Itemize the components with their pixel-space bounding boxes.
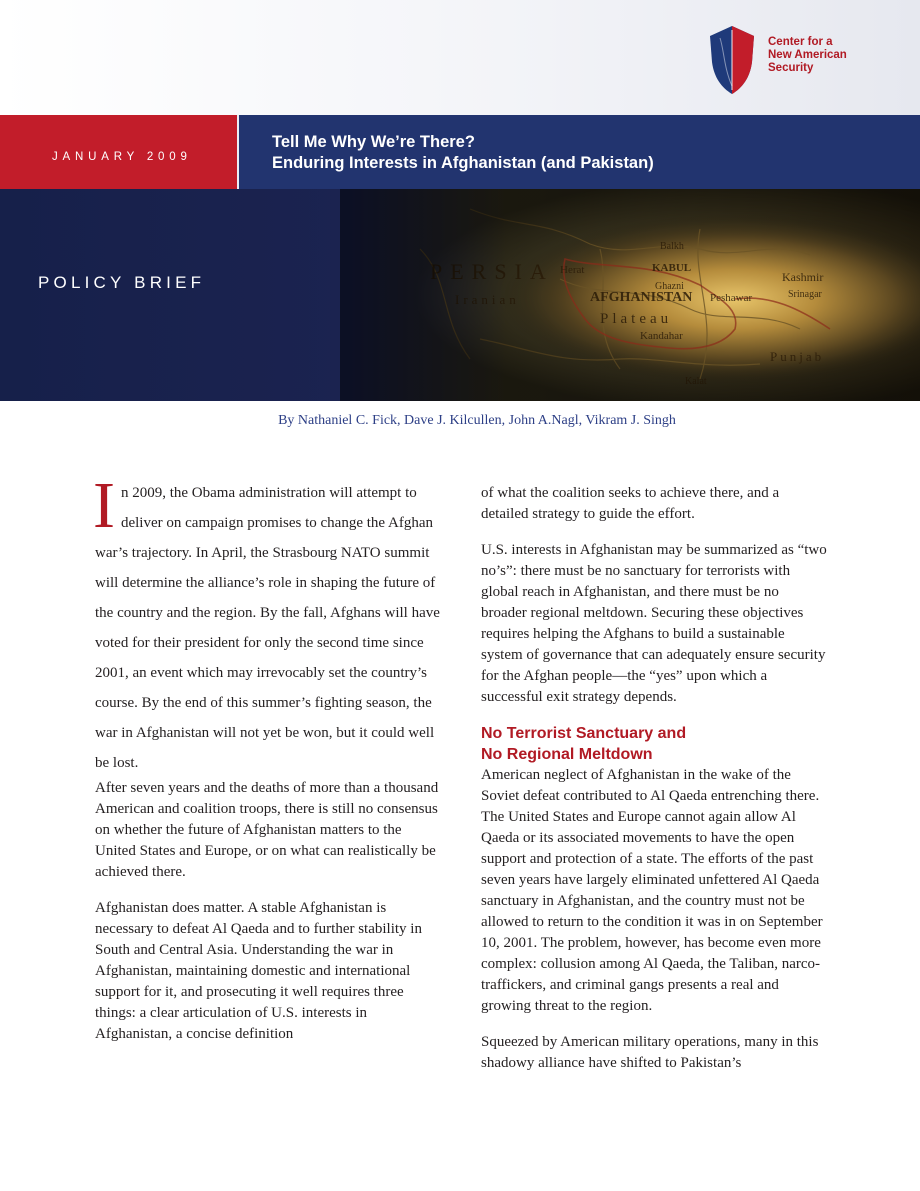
title-line-1: Tell Me Why We’re There? [272, 133, 475, 151]
left-column [93, 469, 443, 1060]
shield-logo-icon [706, 24, 758, 96]
logo-line: Security [768, 62, 814, 74]
afghanistan-map-image [0, 189, 920, 401]
document-type: POLICY BRIEF [38, 273, 206, 292]
body-paragraph: American neglect of Afghanistan in the wake of the Soviet defeat contributed to Al Qaeda entrenching there. The United States and Europe cannot again allow Al Qaeda or its associated movements to have the open support and protection of a state. The efforts of the past seven years have largely eliminated unfettered Al Qaeda sanctuary in Afghanistan, and the country must not be allowed to return to the condition it was in on September 10, 2001. The problem, however, has become even more complex: collusion among Al Qaeda, the Taliban, narco-traffickers, and criminal gangs presents a real and growing threat to the region. [481, 767, 823, 1014]
title-band [237, 115, 920, 189]
body-paragraph: of what the coalition seeks to achieve there, and a detailed strategy to guide the effort. [481, 485, 780, 522]
section-heading-line: No Terrorist Sanctuary and [481, 725, 687, 742]
drop-cap: I [93, 469, 115, 542]
publication-date: JANUARY 2009 [52, 151, 192, 163]
body-paragraph: U.S. interests in Afghanistan may be summarized as “two no’s”: there must be no sanctuary for terrorists with global reach in Afghanistan, and there must be no broader regional meltdown. Securing these objectives requires helping the Afghans to build a sustainable system of governance that can adequately ensure security for the Afghan people—the “yes” upon which a successful exit strategy depends. [481, 542, 827, 705]
date-band [0, 115, 237, 189]
body-paragraph: Squeezed by American military operations, many in this shadowy alliance have shifted to Pakistan’s [481, 1034, 819, 1071]
right-column [481, 483, 827, 1089]
body-paragraph: After seven years and the deaths of more than a thousand American and coalition troops, there is still no consensus on whether the future of Afghanistan matters to the United States and Europe, or on what can realistically be achieved there. [95, 780, 439, 880]
logo-line: New American [768, 49, 847, 61]
body-paragraph: Afghanistan does matter. A stable Afghanistan is necessary to defeat Al Qaeda and to further stability in South and Central Asia. Understanding the war in Afghanistan, maintaining domestic and international support for it, and prosecuting it well requires three things: a clear articulation of U.S. interests in Afghanistan, a concise definition [95, 900, 422, 1042]
lede-text: n 2009, the Obama administration will attempt to deliver on campaign promises to change the Afghan war’s trajectory. In April, the Strasbourg NATO summit will determine the alliance’s role in shaping the future of the country and the region. By the fall, Afghans will have voted for their president for only the second time since 2001, an event which may irrevocably set the country’s course. By the end of this summer’s fighting season, the war in Afghanistan will not yet be won, but it could well be lost. [95, 485, 440, 771]
lede-paragraph [93, 469, 443, 778]
brief-title [272, 132, 654, 174]
section-heading [481, 723, 827, 765]
title-line-2: Enduring Interests in Afghanistan (and Pakistan) [272, 154, 654, 172]
logo-wordmark [768, 36, 878, 75]
logo-line: Center for a [768, 36, 833, 48]
cnas-logo [706, 24, 866, 96]
author-byline: By Nathaniel C. Fick, Dave J. Kilcullen, John A.Nagl, Vikram J. Singh [278, 413, 676, 428]
section-heading-line: No Regional Meltdown [481, 746, 653, 763]
map-banner [0, 189, 920, 401]
